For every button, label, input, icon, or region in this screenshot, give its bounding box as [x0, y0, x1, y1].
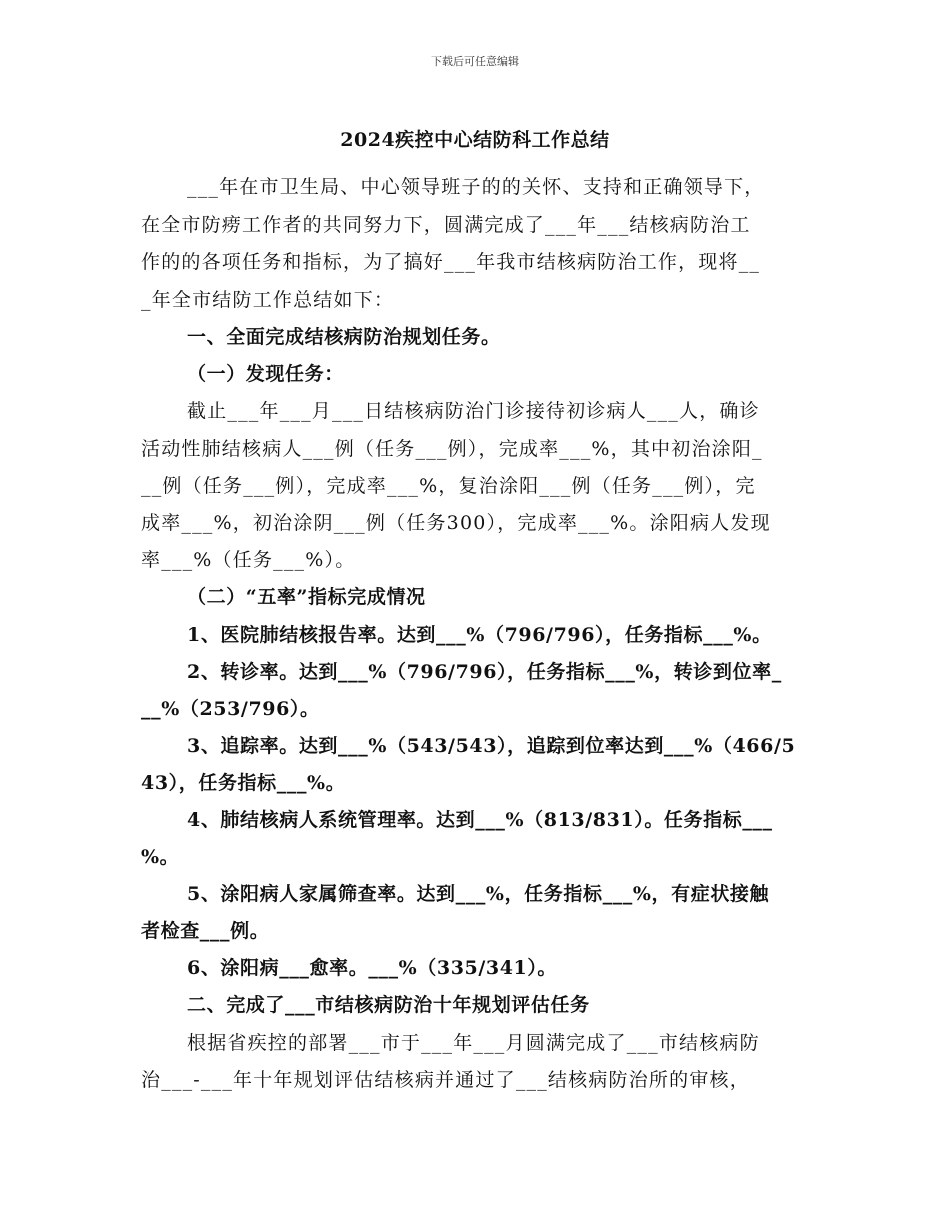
indicator-item: 6、涂阳病___愈率。___%（335/341）。: [187, 957, 558, 979]
page-header-note: 下载后可任意编辑: [431, 55, 519, 68]
body-line: 活动性肺结核病人___例（任务___例），完成率___%，其中初治涂阳_: [141, 438, 763, 460]
indicator-item: 4、肺结核病人系统管理率。达到___%（813/831）。任务指标___: [187, 809, 773, 831]
indicator-item: 43），任务指标___%。: [141, 772, 346, 794]
body-line: 在全市防痨工作者的共同努力下，圆满完成了___年___结核病防治工: [141, 214, 751, 236]
indicator-item: 5、涂阳病人家属筛查率。达到___%，任务指标___%，有症状接触: [187, 883, 770, 905]
body-line: 成率___%，初治涂阴___例（任务300），完成率___%。涂阳病人发现: [141, 512, 771, 534]
subsection-heading: （一）发现任务：: [187, 363, 344, 385]
body-line: 根据省疾控的部署___市于___年___月圆满完成了___市结核病防: [187, 1032, 760, 1054]
body-line: 治___-___年十年规划评估结核病并通过了___结核病防治所的审核，: [141, 1069, 750, 1091]
body-line: 率___%（任务___%）。: [141, 549, 356, 571]
body-line: 截止___年___月___日结核病防治门诊接待初诊病人___人，确诊: [187, 400, 760, 422]
subsection-heading: （二）“五率”指标完成情况: [187, 586, 426, 608]
section-heading: 一、全面完成结核病防治规划任务。: [187, 326, 501, 348]
indicator-item: 2、转诊率。达到___%（796/796），任务指标___%，转诊到位率_: [187, 661, 782, 683]
indicator-item: 者检查___例。: [141, 920, 270, 942]
body-line: 作的的各项任务和指标，为了搞好___年我市结核病防治工作，现将__: [141, 251, 761, 273]
document-title: 2024疾控中心结防科工作总结: [340, 129, 610, 151]
body-line: _年全市结防工作总结如下：: [141, 289, 395, 311]
body-line: ___年在市卫生局、中心领导班子的的关怀、支持和正确领导下，: [187, 176, 765, 198]
section-heading: 二、完成了___市结核病防治十年规划评估任务: [187, 994, 590, 1016]
indicator-item: 3、追踪率。达到___%（543/543），追踪到位率达到___%（466/5: [187, 735, 796, 757]
indicator-item: __%（253/796）。: [141, 698, 320, 720]
indicator-item: %。: [141, 846, 180, 868]
indicator-item: 1、医院肺结核报告率。达到___%（796/796），任务指标___%。: [187, 624, 772, 646]
body-line: __例（任务___例），完成率___%，复治涂阳___例（任务___例），完: [141, 475, 756, 497]
